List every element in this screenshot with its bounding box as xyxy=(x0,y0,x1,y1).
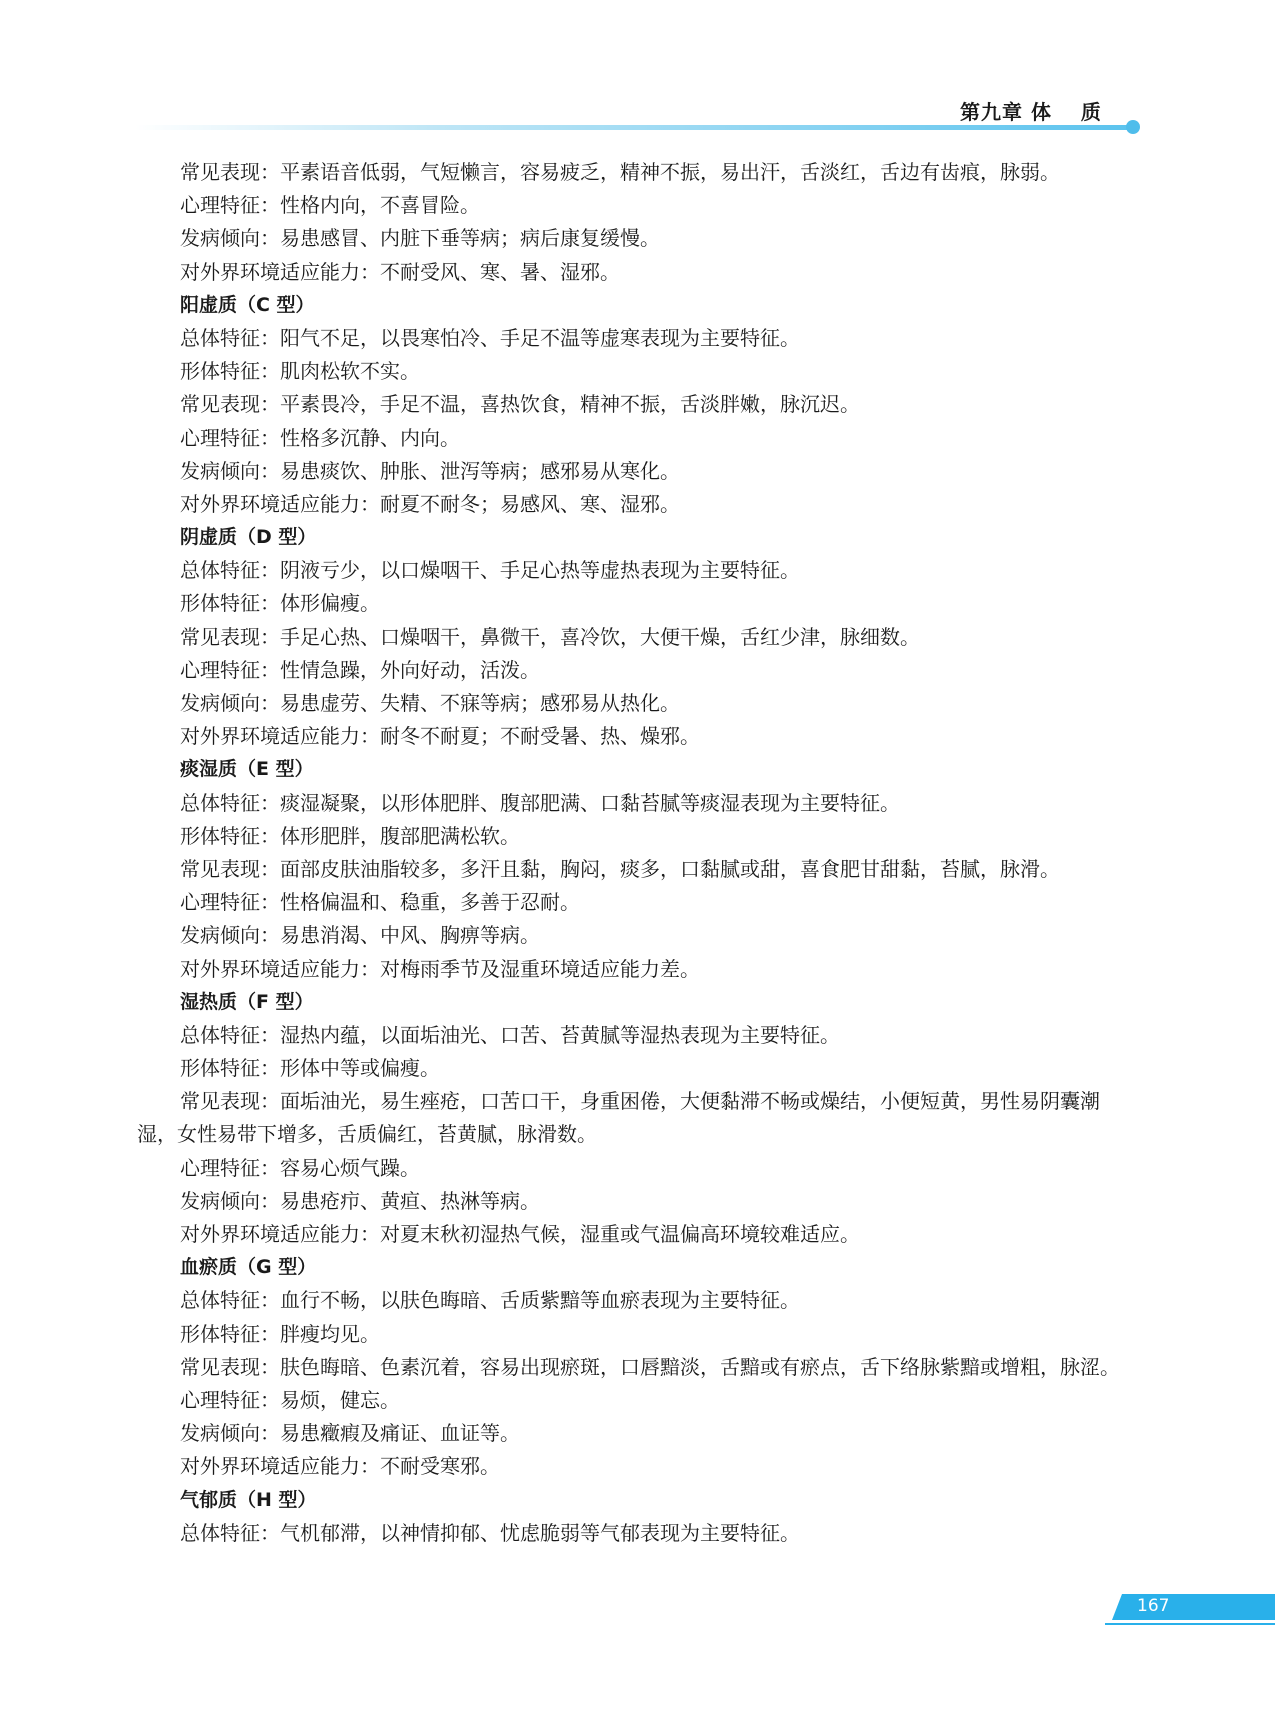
paragraph-line: 发病倾向：易患消渴、中风、胸痹等病。 xyxy=(180,923,540,948)
paragraph-line: 发病倾向：易患感冒、内脏下垂等病；病后康复缓慢。 xyxy=(180,226,660,251)
paragraph-line: 发病倾向：易患疮疖、黄疸、热淋等病。 xyxy=(180,1188,540,1213)
paragraph-line: 心理特征：性格内向，不喜冒险。 xyxy=(180,193,480,218)
header-rule xyxy=(135,125,1133,130)
paragraph-line: 常见表现：平素语音低弱，气短懒言，容易疲乏，精神不振，易出汗，舌淡红，舌边有齿痕，脉弱。 xyxy=(180,160,1060,184)
paragraph-line: 总体特征：阳气不足，以畏寒怕冷、手足不温等虚寒表现为主要特征。 xyxy=(180,325,800,350)
paragraph-line: 常见表现：平素畏冷，手足不温，喜热饮食，精神不振，舌淡胖嫩，脉沉迟。 xyxy=(180,392,860,417)
paragraph-line: 形体特征：形体中等或偏瘦。 xyxy=(180,1056,440,1081)
paragraph-line: 常见表现：手足心热、口燥咽干，鼻微干，喜冷饮，大便干燥，舌红少津，脉细数。 xyxy=(180,624,920,649)
paragraph-line: 常见表现：面垢油光，易生痤疮，口苦口干，身重困倦，大便黏滞不畅或燥结，小便短黄，男性易阴囊潮湿，女性易带下增多，舌质偏红，苔黄腻，脉滑数。 xyxy=(137,1089,1100,1147)
paragraph-line: 心理特征：性格多沉静、内向。 xyxy=(180,425,460,450)
page-body xyxy=(137,156,1137,1550)
paragraph-line: 对外界环境适应能力：耐冬不耐夏；不耐受暑、热、燥邪。 xyxy=(180,724,700,749)
paragraph-line: 对外界环境适应能力：对梅雨季节及湿重环境适应能力差。 xyxy=(180,956,700,981)
section-heading: 痰湿质（E 型） xyxy=(180,758,314,781)
paragraph-line: 常见表现：面部皮肤油脂较多，多汗且黏，胸闷，痰多，口黏腻或甜，喜食肥甘甜黏，苔腻，脉滑。 xyxy=(180,856,1060,881)
chapter-title: 第九章 体 质 xyxy=(960,100,1102,124)
paragraph-line: 对外界环境适应能力：不耐受风、寒、暑、湿邪。 xyxy=(180,259,620,284)
paragraph-line: 总体特征：痰湿凝聚，以形体肥胖、腹部肥满、口黏苔腻等痰湿表现为主要特征。 xyxy=(180,790,900,815)
page-number: 167 xyxy=(1137,1596,1170,1616)
header-rule-dot xyxy=(1126,120,1140,134)
page-number-tab xyxy=(1112,1594,1275,1620)
section-heading: 湿热质（F 型） xyxy=(180,990,314,1013)
paragraph-line: 形体特征：体形肥胖，腹部肥满松软。 xyxy=(180,823,520,848)
paragraph-line: 总体特征：阴液亏少，以口燥咽干、手足心热等虚热表现为主要特征。 xyxy=(180,558,800,583)
section-heading: 血瘀质（G 型） xyxy=(180,1256,317,1279)
paragraph-line: 总体特征：湿热内蕴，以面垢油光、口苦、苔黄腻等湿热表现为主要特征。 xyxy=(180,1022,840,1047)
paragraph-line: 形体特征：胖瘦均见。 xyxy=(180,1321,380,1346)
paragraph-line: 总体特征：血行不畅，以肤色晦暗、舌质紫黯等血瘀表现为主要特征。 xyxy=(180,1288,800,1313)
paragraph-line: 发病倾向：易患癥瘕及痛证、血证等。 xyxy=(180,1421,520,1446)
paragraph-line: 心理特征：易烦，健忘。 xyxy=(180,1387,400,1412)
paragraph-line: 常见表现：肤色晦暗、色素沉着，容易出现瘀斑，口唇黯淡，舌黯或有瘀点，舌下络脉紫黯或增粗，脉涩。 xyxy=(180,1354,1120,1379)
paragraph-line: 对外界环境适应能力：耐夏不耐冬；易感风、寒、湿邪。 xyxy=(180,491,680,516)
paragraph-line: 形体特征：肌肉松软不实。 xyxy=(180,359,420,384)
paragraph-line: 对外界环境适应能力：对夏末秋初湿热气候，湿重或气温偏高环境较难适应。 xyxy=(180,1222,860,1247)
paragraph-line: 发病倾向：易患痰饮、肿胀、泄泻等病；感邪易从寒化。 xyxy=(180,458,680,483)
paragraph-line: 心理特征：容易心烦气躁。 xyxy=(180,1155,420,1180)
paragraph-line: 形体特征：体形偏瘦。 xyxy=(180,591,380,616)
page-number-underline xyxy=(1105,1623,1275,1625)
paragraph-line: 总体特征：气机郁滞，以神情抑郁、忧虑脆弱等气郁表现为主要特征。 xyxy=(180,1520,800,1545)
section-heading: 阳虚质（C 型） xyxy=(180,293,315,316)
section-heading: 气郁质（H 型） xyxy=(180,1488,317,1511)
paragraph-line: 发病倾向：易患虚劳、失精、不寐等病；感邪易从热化。 xyxy=(180,691,680,715)
section-heading: 阴虚质（D 型） xyxy=(180,526,317,549)
paragraph-line: 心理特征：性情急躁，外向好动，活泼。 xyxy=(180,657,540,682)
paragraph-line: 对外界环境适应能力：不耐受寒邪。 xyxy=(180,1454,500,1479)
paragraph-line: 心理特征：性格偏温和、稳重，多善于忍耐。 xyxy=(180,890,580,915)
